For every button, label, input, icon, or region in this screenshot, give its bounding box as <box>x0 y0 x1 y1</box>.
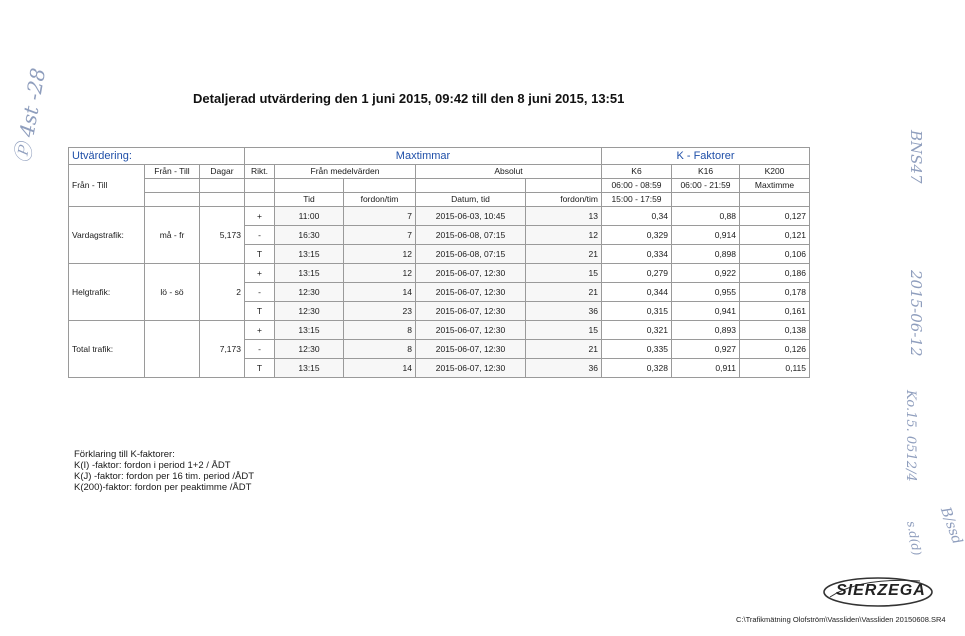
group-count: 7,173 <box>200 321 245 378</box>
group-days <box>145 321 200 378</box>
file-path: C:\Trafikmätning Olofström\Vassliden\Vassliden 20150608.SR4 <box>736 615 946 624</box>
col-k16: K16 <box>672 165 740 179</box>
k6-cell: 0,315 <box>602 302 672 321</box>
k200-cell: 0,121 <box>740 226 810 245</box>
explanation-line: K(I) -faktor: fordon i period 1+2 / ÅDT <box>74 460 231 471</box>
fordon-cell: 12 <box>344 264 416 283</box>
group-count: 2 <box>200 264 245 321</box>
abs-cell: 21 <box>526 340 602 359</box>
abs-cell: 36 <box>526 359 602 378</box>
k6-cell: 0,321 <box>602 321 672 340</box>
datum-cell: 2015-06-03, 10:45 <box>416 207 526 226</box>
k200-cell: 0,127 <box>740 207 810 226</box>
handwritten-note-right-4: B/ssd <box>936 505 965 547</box>
tid-cell: 12:30 <box>275 283 344 302</box>
sub-tid: Tid <box>275 193 344 207</box>
fran-till-row-label: Från - Till <box>69 165 145 207</box>
sub-fordon-1: fordon/tim <box>344 193 416 207</box>
k16-cell: 0,88 <box>672 207 740 226</box>
maxtimmar-header: Maxtimmar <box>245 148 602 165</box>
group-name: Helgtrafik: <box>69 264 145 321</box>
page-title: Detaljerad utvärdering den 1 juni 2015, 09:42 till den 8 juni 2015, 13:51 <box>193 91 625 106</box>
abs-cell: 21 <box>526 283 602 302</box>
explanation-line: K(J) -faktor: fordon per 16 tim. period /ÅDT <box>74 471 255 482</box>
k200-cell: 0,178 <box>740 283 810 302</box>
kfactor-explanation <box>74 449 254 493</box>
col-absolut: Absolut <box>416 165 602 179</box>
sierzega-logo <box>820 573 942 609</box>
evaluation-label: Utvärdering: <box>69 148 245 165</box>
sub-datum: Datum, tid <box>416 193 526 207</box>
datum-cell: 2015-06-07, 12:30 <box>416 359 526 378</box>
tid-cell: 13:15 <box>275 245 344 264</box>
fordon-cell: 7 <box>344 226 416 245</box>
tid-cell: 13:15 <box>275 264 344 283</box>
k200-cell: 0,186 <box>740 264 810 283</box>
evaluation-table <box>68 147 810 378</box>
datum-cell: 2015-06-07, 12:30 <box>416 340 526 359</box>
tid-cell: 12:30 <box>275 340 344 359</box>
k6-time-2: 15:00 - 17:59 <box>602 193 672 207</box>
k6-cell: 0,329 <box>602 226 672 245</box>
handwritten-note-right-2: 2015-06-12 <box>907 270 925 357</box>
handwritten-note-left: Ⓟ 4st -28 <box>9 66 51 165</box>
k6-time-1: 06:00 - 08:59 <box>602 179 672 193</box>
table-row <box>69 321 810 340</box>
col-rikt: Rikt. <box>245 165 275 179</box>
handwritten-note-right-5: s.d(d) <box>904 520 925 557</box>
k16-time: 06:00 - 21:59 <box>672 179 740 193</box>
k16-cell: 0,927 <box>672 340 740 359</box>
abs-cell: 13 <box>526 207 602 226</box>
logo-text: SIERZEGA <box>836 582 926 599</box>
fordon-cell: 8 <box>344 340 416 359</box>
k16-cell: 0,914 <box>672 226 740 245</box>
datum-cell: 2015-06-08, 07:15 <box>416 226 526 245</box>
group-days: må - fr <box>145 207 200 264</box>
group-days: lö - sö <box>145 264 200 321</box>
k6-cell: 0,328 <box>602 359 672 378</box>
abs-cell: 36 <box>526 302 602 321</box>
abs-cell: 15 <box>526 264 602 283</box>
datum-cell: 2015-06-07, 12:30 <box>416 264 526 283</box>
k200-cell: 0,126 <box>740 340 810 359</box>
fordon-cell: 14 <box>344 283 416 302</box>
k6-cell: 0,279 <box>602 264 672 283</box>
tid-cell: 12:30 <box>275 302 344 321</box>
col-dagar: Dagar <box>200 165 245 179</box>
tid-cell: 11:00 <box>275 207 344 226</box>
tid-cell: 13:15 <box>275 359 344 378</box>
k200-cell: 0,115 <box>740 359 810 378</box>
dir-cell: + <box>245 207 275 226</box>
group-name: Vardagstrafik: <box>69 207 145 264</box>
k16-cell: 0,898 <box>672 245 740 264</box>
group-count: 5,173 <box>200 207 245 264</box>
abs-cell: 21 <box>526 245 602 264</box>
handwritten-note-right-1: BNS47 <box>907 130 925 184</box>
dir-cell: T <box>245 302 275 321</box>
k6-cell: 0,334 <box>602 245 672 264</box>
fordon-cell: 14 <box>344 359 416 378</box>
sub-fordon-2: fordon/tim <box>526 193 602 207</box>
col-k6: K6 <box>602 165 672 179</box>
k16-cell: 0,955 <box>672 283 740 302</box>
k200-cell: 0,106 <box>740 245 810 264</box>
dir-cell: + <box>245 321 275 340</box>
tid-cell: 16:30 <box>275 226 344 245</box>
dir-cell: - <box>245 283 275 302</box>
k200-cell: 0,138 <box>740 321 810 340</box>
table-row <box>69 207 810 226</box>
datum-cell: 2015-06-07, 12:30 <box>416 321 526 340</box>
group-name: Total trafik: <box>69 321 145 378</box>
k16-cell: 0,922 <box>672 264 740 283</box>
datum-cell: 2015-06-07, 12:30 <box>416 302 526 321</box>
abs-cell: 12 <box>526 226 602 245</box>
dir-cell: T <box>245 245 275 264</box>
k16-cell: 0,911 <box>672 359 740 378</box>
table-row <box>69 264 810 283</box>
handwritten-note-right-3: Ko.15. 0512/4 <box>903 390 918 482</box>
k200-cell: 0,161 <box>740 302 810 321</box>
col-fran-medelvarden: Från medelvärden <box>275 165 416 179</box>
dir-cell: - <box>245 340 275 359</box>
dir-cell: T <box>245 359 275 378</box>
tid-cell: 13:15 <box>275 321 344 340</box>
k200-maxtimme: Maxtimme <box>740 179 810 193</box>
k6-cell: 0,34 <box>602 207 672 226</box>
abs-cell: 15 <box>526 321 602 340</box>
k6-cell: 0,344 <box>602 283 672 302</box>
fordon-cell: 12 <box>344 245 416 264</box>
explanation-line: K(200)-faktor: fordon per peaktimme /ÅDT <box>74 482 252 493</box>
col-k200: K200 <box>740 165 810 179</box>
k16-cell: 0,893 <box>672 321 740 340</box>
datum-cell: 2015-06-07, 12:30 <box>416 283 526 302</box>
dir-cell: + <box>245 264 275 283</box>
fordon-cell: 8 <box>344 321 416 340</box>
explanation-heading: Förklaring till K-faktorer: <box>74 449 175 460</box>
fordon-cell: 23 <box>344 302 416 321</box>
kfactor-header: K - Faktorer <box>602 148 810 165</box>
k6-cell: 0,335 <box>602 340 672 359</box>
datum-cell: 2015-06-08, 07:15 <box>416 245 526 264</box>
k16-cell: 0,941 <box>672 302 740 321</box>
col-fran-till: Från - Till <box>145 165 200 179</box>
fordon-cell: 7 <box>344 207 416 226</box>
dir-cell: - <box>245 226 275 245</box>
